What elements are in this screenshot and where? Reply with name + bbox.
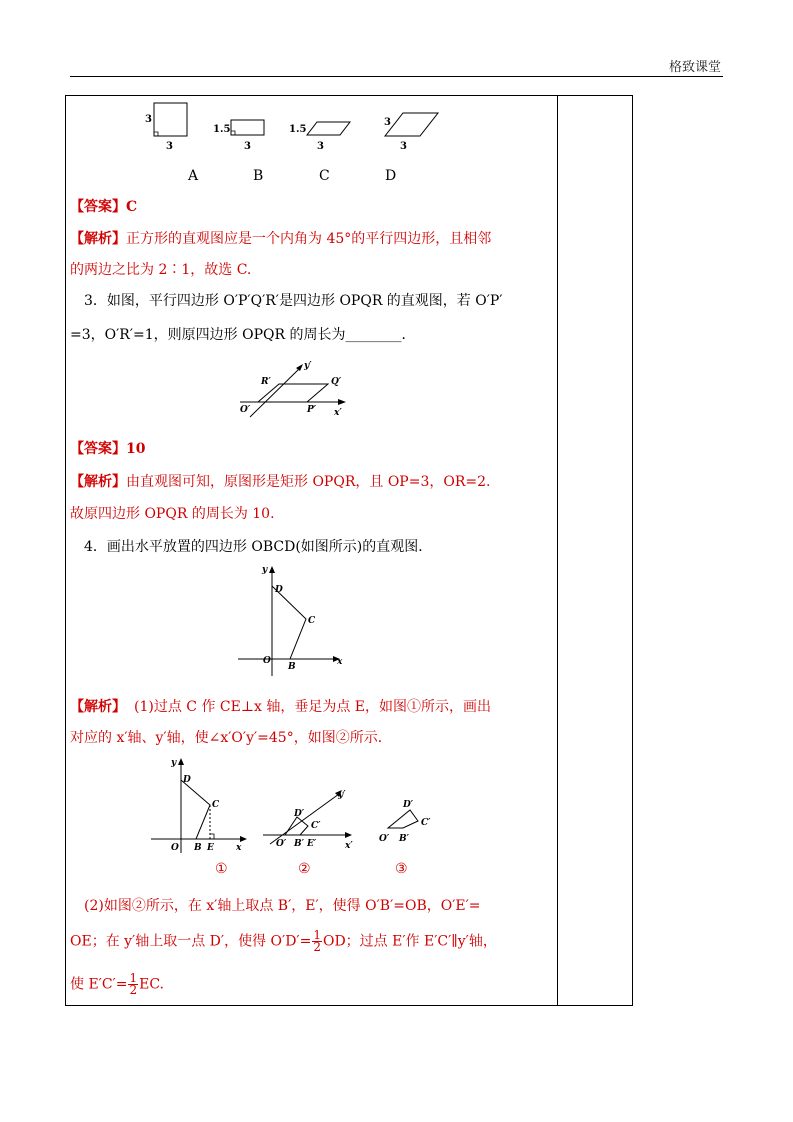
analysis-tag: 【解析】 xyxy=(70,474,126,490)
option-a-bottom-label: 3 xyxy=(166,141,173,152)
step2-text-a: OE；在 y′轴上取一点 D′，使得 O′D′= xyxy=(70,933,312,950)
fraction-denominator: 2 xyxy=(313,940,321,954)
half-fraction xyxy=(128,973,138,996)
fig3-label-c: C′ xyxy=(421,818,431,828)
answer-value: C xyxy=(126,199,138,215)
option-c-parallelogram xyxy=(307,122,350,135)
fig3-label-o: O′ xyxy=(379,834,390,844)
q3-y-arrow xyxy=(296,364,303,371)
option-b-letter: B xyxy=(253,168,264,184)
option-a-letter: A xyxy=(188,168,199,184)
option-d-bottom-label: 3 xyxy=(400,141,407,152)
fig1-label-o: O xyxy=(171,843,179,853)
analysis-text: 正方形的直观图应是一个内角为 45°的平行四边形，且相邻 xyxy=(126,231,492,247)
q4-analysis-line2: 对应的 x′轴、y′轴，使∠x′O′y′=45°，如图②所示． xyxy=(70,730,392,746)
q3-label-o: O′ xyxy=(240,405,251,415)
fig2-label-y: y′ xyxy=(338,790,346,800)
fig1 xyxy=(151,758,247,853)
fig2-label-b: B′ xyxy=(294,839,304,849)
answer-tag: 【答案】 xyxy=(70,441,126,457)
option-a-right-angle-mark xyxy=(154,132,158,136)
fig1-quadrilateral xyxy=(181,780,210,839)
option-d-left-label: 3 xyxy=(384,117,391,128)
q4-label-o: O xyxy=(263,656,271,666)
option-b-right-angle-mark xyxy=(231,131,235,135)
analysis-tag: 【解析】 xyxy=(70,231,126,247)
q4-stem: 4．画出水平放置的四边形 OBCD(如图所示)的直观图． xyxy=(84,539,433,555)
q2-analysis-line2: 的两边之比为 2∶1，故选 C. xyxy=(70,262,252,278)
analysis-text: (1)过点 C 作 CE⊥x 轴，垂足为点 E，如图①所示，画出 xyxy=(134,699,492,715)
fig3 xyxy=(379,800,431,844)
q3-y-axis xyxy=(250,368,300,417)
fig1-label-x: x xyxy=(236,843,242,853)
fig3-quadrilateral xyxy=(388,810,418,828)
q4-analysis-line1 xyxy=(70,698,491,716)
option-a-square xyxy=(154,103,187,136)
answer-value: 10 xyxy=(126,441,146,457)
fig1-x-arrow xyxy=(240,836,247,842)
fig2-label-c: C′ xyxy=(311,821,321,831)
option-d-parallelogram xyxy=(385,113,438,136)
fig1-caption: ① xyxy=(215,861,228,877)
fraction-denominator: 2 xyxy=(129,983,138,997)
q4-quadrilateral xyxy=(272,586,306,659)
fig1-label-b: B xyxy=(194,843,202,853)
fraction-numerator: 1 xyxy=(129,971,138,985)
fig2-x-arrow xyxy=(345,832,352,838)
fig1-label-e: E xyxy=(207,843,214,853)
q4-label-c: C xyxy=(308,616,316,626)
q2-analysis-line1 xyxy=(70,230,491,248)
q2-options-figure xyxy=(70,95,490,190)
q3-figure xyxy=(230,360,420,422)
q4-label-b: B xyxy=(288,662,296,672)
fig2-label-e: E′ xyxy=(307,839,317,849)
q3-stem-line2: =3，O′R′=1，则原四边形 OPQR 的周长为________． xyxy=(70,327,416,343)
analysis-tag: 【解析】 xyxy=(70,699,126,715)
step2-text-b: OD；过点 E′作 E′C′∥y′轴， xyxy=(322,933,497,950)
table-column-divider xyxy=(557,96,558,1005)
fig1-right-angle-mark xyxy=(210,834,214,839)
analysis-text: 由直观图可知，原图形是矩形 OPQR，且 OP=3，OR=2. xyxy=(126,474,491,490)
q3-answer xyxy=(70,440,145,458)
fig1-y-arrow xyxy=(178,758,184,765)
option-c-left-label: 1.5 xyxy=(289,124,307,135)
fig1-label-d: D xyxy=(183,775,191,785)
q4-label-x: x xyxy=(337,657,343,667)
option-a-left-label: 3 xyxy=(145,114,152,125)
fig2-label-o: O′ xyxy=(276,839,287,849)
option-b-bottom-label: 3 xyxy=(244,141,251,152)
option-d-letter: D xyxy=(385,168,397,184)
half-fraction xyxy=(312,930,322,953)
fraction-numerator: 1 xyxy=(313,928,321,942)
q3-analysis-line2: 故原四边形 OPQR 的周长为 10. xyxy=(70,506,275,522)
option-c-bottom-label: 3 xyxy=(317,141,324,152)
q2-answer xyxy=(70,198,137,216)
option-b-left-label: 1.5 xyxy=(213,124,231,135)
header-rule xyxy=(70,76,723,77)
q4-label-y: y xyxy=(262,565,268,575)
q3-label-x: x′ xyxy=(334,408,342,418)
q3-stem-line1: 3．如图，平行四边形 O′P′Q′R′是四边形 OPQR 的直观图，若 O′P′ xyxy=(84,293,503,309)
fig2 xyxy=(263,790,353,851)
fig3-label-b: B′ xyxy=(399,834,409,844)
q4-y-arrow xyxy=(269,566,275,573)
step2-text-d: EC. xyxy=(139,976,165,993)
fig1-label-y: y xyxy=(171,758,177,768)
q3-x-arrow xyxy=(338,399,346,405)
fig1-label-c: C xyxy=(212,800,220,810)
fig2-label-x: x′ xyxy=(345,841,353,851)
answer-tag: 【答案】 xyxy=(70,199,126,215)
q3-label-q: Q′ xyxy=(331,377,342,387)
q4-figure xyxy=(230,560,370,678)
step2-text-c: 使 E′C′= xyxy=(70,976,128,993)
fig2-quadrilateral xyxy=(285,817,308,835)
q4-step2-line3 xyxy=(70,973,164,996)
q3-label-y: y′ xyxy=(304,361,312,371)
q4-label-d: D xyxy=(275,585,283,595)
fig2-y-axis xyxy=(270,794,339,844)
fig2-label-d: D′ xyxy=(294,809,305,819)
q4-step2-line1: (2)如图②所示，在 x′轴上取点 B′，E′，使得 O′B′=OB，O′E′= xyxy=(84,898,481,914)
q3-label-p: P′ xyxy=(307,405,317,415)
option-b-rectangle xyxy=(231,120,264,135)
fig3-label-d: D′ xyxy=(403,800,414,810)
q3-analysis-line1 xyxy=(70,473,490,491)
q4-step2-line2 xyxy=(70,930,497,953)
header-title: 格致课堂 xyxy=(668,60,721,75)
fig2-caption: ② xyxy=(298,861,311,877)
fig3-caption: ③ xyxy=(395,861,408,877)
option-c-letter: C xyxy=(319,168,330,184)
q3-label-r: R′ xyxy=(261,377,271,387)
q4-solution-figures xyxy=(145,755,445,883)
